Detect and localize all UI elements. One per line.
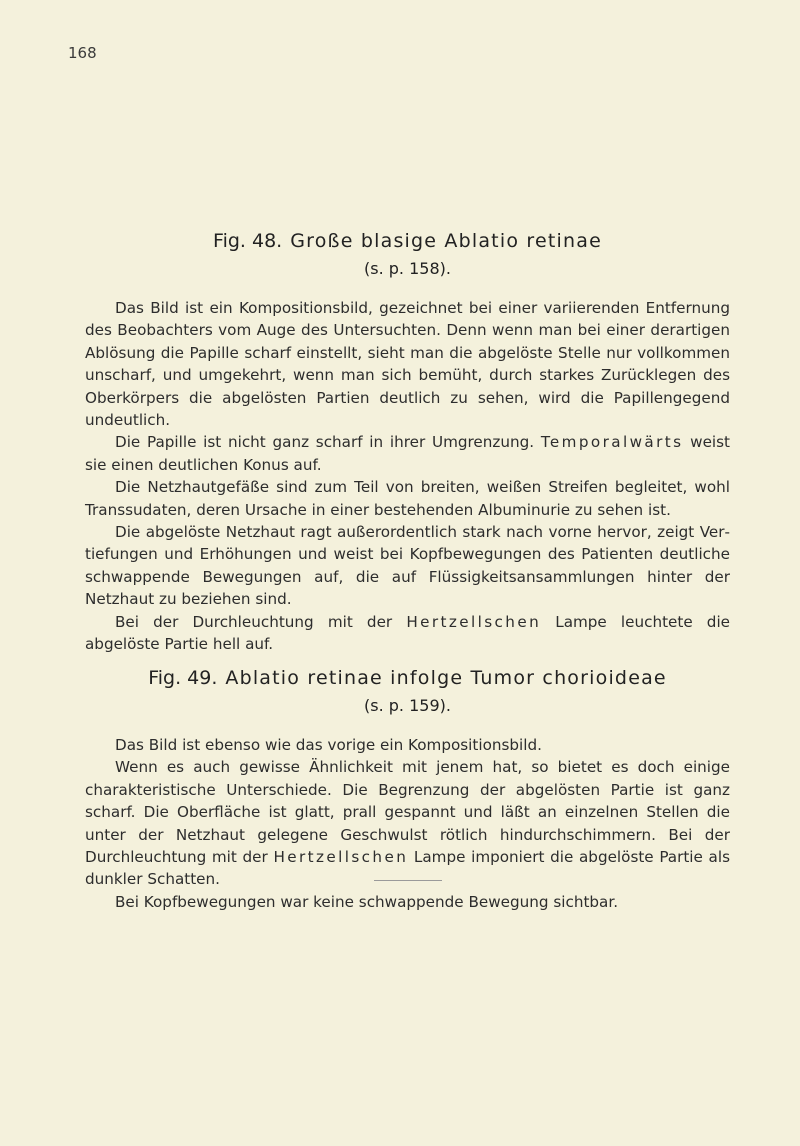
figure-heading — [85, 229, 730, 253]
text-run: weist sie einen deutlichen Konus auf. — [85, 433, 730, 474]
page-number: 168 — [68, 44, 97, 62]
paragraph — [85, 431, 730, 476]
paragraph — [85, 611, 730, 656]
figure-page-ref: (s. p. 158). — [364, 259, 451, 278]
figure-48-section — [85, 229, 730, 656]
emphasized-term: Temporalwärts — [540, 433, 684, 452]
emphasized-term: Hertzellschen — [406, 612, 542, 631]
paragraph: Die abgelöste Netzhaut ragt außerordentlich stark nach vorne hervor, zeigt Vertiefungen und Erhöhungen und weist bei Kopfbewegungen des Patienten deutliche schwappende Bewegungen auf, die auf Flüssigkeitsansammlungen hinter der Netzhaut zu beziehen sind. — [85, 523, 730, 609]
paragraph: Das Bild ist ebenso wie das vorige ein Kompositionsbild. — [115, 736, 542, 754]
emphasized-term: Hertzellschen — [273, 848, 409, 867]
text-run: Bei der Durchleuchtung mit der — [115, 612, 407, 631]
footer-divider — [374, 880, 442, 881]
figure-title: Große blasige Ablatio retinae — [290, 230, 602, 252]
paragraph — [85, 756, 730, 890]
text-run: Lampe leuchtete die abgelöste Partie hell auf. — [85, 612, 731, 654]
text-run: Lampe imponiert die abgelöste Partie als dunkler Schatten. — [85, 848, 730, 889]
text-run: Wenn es auch gewisse Ähnlichkeit mit jenem hat, so bietet es doch einige charakteristische Unterschiede. Die Begrenzung der abgelösten Partie ist ganz scharf. Die Oberfläche ist glatt, prall gespannt und läßt an einzelnen Stellen die unter der Netzhaut gelegene Geschwulst rötlich hindurchschimmern. Bei der Durchleuchtung mit der — [85, 758, 730, 867]
figure-label: Fig. 49. — [148, 667, 218, 689]
figure-title: Ablatio retinae infolge Tumor chorioideae — [225, 667, 667, 689]
text-run: Die Papille ist nicht ganz scharf in ihrer Umgrenzung. — [115, 433, 541, 452]
figure-page-ref: (s. p. 159). — [364, 696, 451, 715]
figure-label: Fig. 48. — [213, 230, 283, 252]
figure-heading — [85, 666, 730, 690]
paragraph: Bei Kopfbewegungen war keine schwappende Bewegung sichtbar. — [115, 892, 619, 911]
paragraph: Das Bild ist ein Kompositionsbild, gezeichnet bei einer variierenden Entfernung des Beobachters vom Auge des Untersuchten. Denn wenn man bei einer derartigen Ablösung die Papille scharf einstellt, sieht man die abgelöste Stelle nur vollkommen unscharf, und umgekehrt, wenn man sich bemüht, durch starkes Zurücklegen des Oberkörpers die abgelösten Partien deutlich zu sehen, wird die Papillengegend undeutlich. — [85, 299, 730, 430]
figure-49-section — [85, 666, 730, 913]
paragraph: Die Netzhautgefäße sind zum Teil von breiten, weißen Streifen begleitet, wohl Transsudaten, deren Ursache in einer bestehenden Albuminurie zu sehen ist. — [85, 478, 730, 519]
